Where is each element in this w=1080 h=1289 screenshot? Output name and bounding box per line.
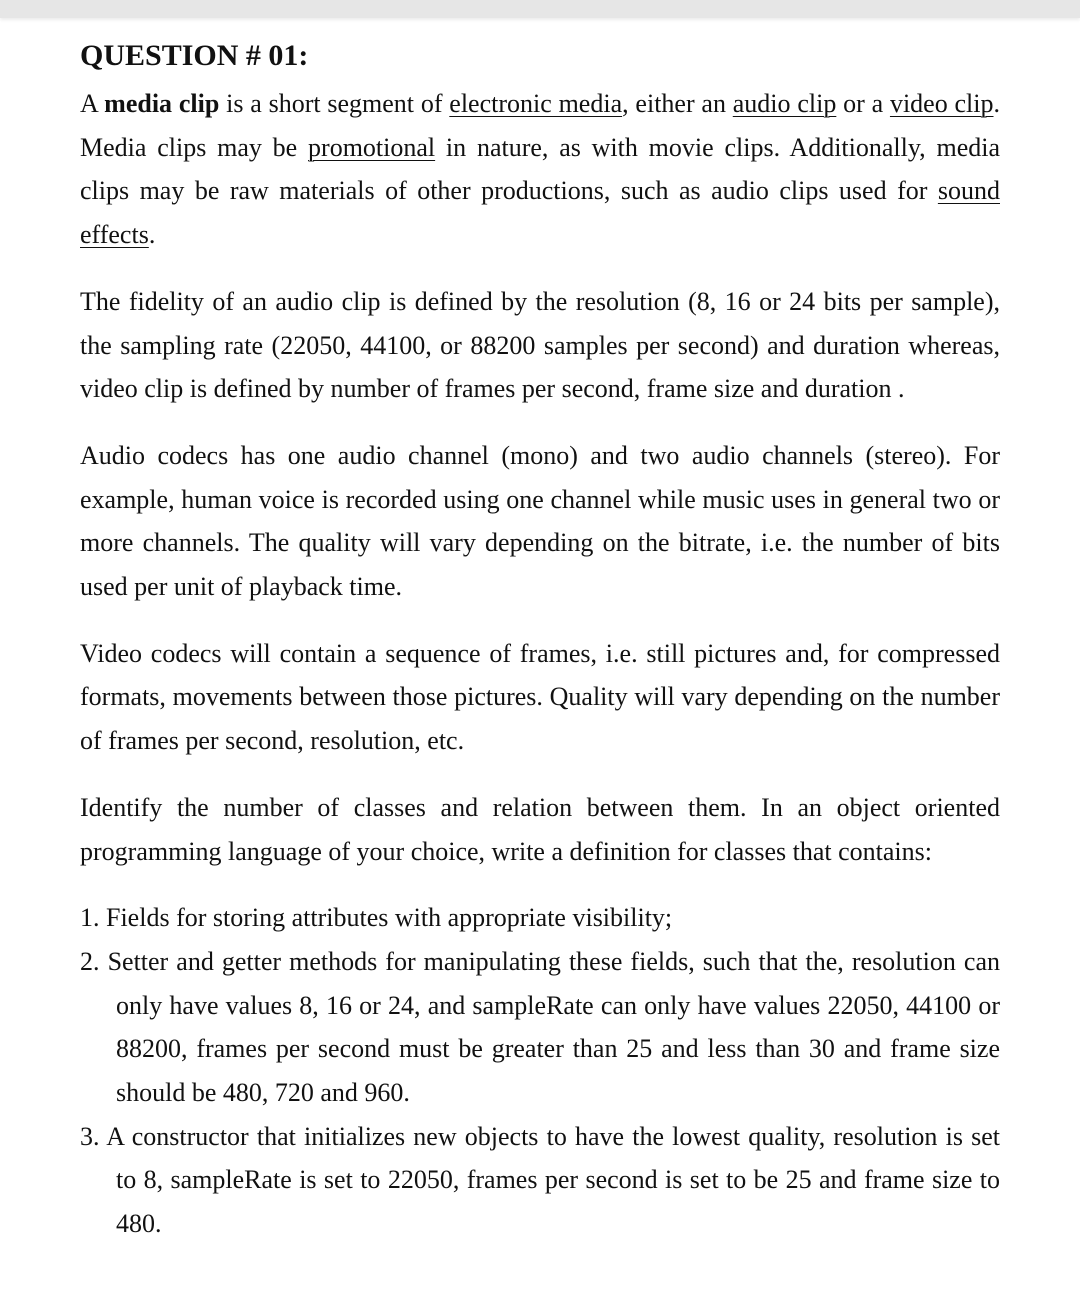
document-page bbox=[80, 36, 1000, 1246]
text: is a short segment of bbox=[219, 89, 450, 118]
text: , either an bbox=[622, 89, 733, 118]
text: A bbox=[80, 89, 105, 118]
text: or a bbox=[836, 89, 890, 118]
link-promotional[interactable]: promotional bbox=[308, 132, 436, 162]
text: . bbox=[148, 220, 156, 250]
link-video-clip[interactable]: video clip bbox=[889, 89, 994, 118]
list-item: 3. A constructor that initializes new objects to have the lowest quality, resolution is set to 8, sampleRate is set to 22050, frames per second is set to be 25 and frame size to 480. bbox=[80, 1121, 1000, 1239]
paragraph-audio-fidelity: The fidelity of an audio clip is defined by the resolution (8, 16 or 24 bits per sample), the sampling rate (22050, 44100, or 88200 samples per second) and duration whereas, video clip is defined by number of frames per second, frame size and duration . bbox=[80, 286, 1000, 404]
list-item: 2. Setter and getter methods for manipulating these fields, such that the, resolution can only have values 8, 16 or 24, and sampleRate can only have values 22050, 44100 or 88200, frames per second must be greater than 25 and less than 30 and frame size should be 480, 720 and 960. bbox=[80, 946, 1000, 1108]
bold-term-media-clip: media clip bbox=[104, 89, 220, 118]
link-electronic-media[interactable]: electronic media bbox=[449, 89, 623, 118]
text: . Media clips may be bbox=[80, 89, 1000, 162]
requirements-list bbox=[80, 896, 1000, 1246]
text: in nature, as with movie clips. Additionally, media clips may be raw materials of other productions, such as audio clips used for bbox=[80, 132, 1000, 206]
paragraph-media-clip-definition bbox=[80, 82, 1000, 257]
paragraph-video-codecs: Video codecs will contain a sequence of frames, i.e. still pictures and, for compressed formats, movements between those pictures. Quality will vary depending on the number of frames per second, resolution, etc. bbox=[80, 638, 1000, 756]
paragraph-task: Identify the number of classes and relation between them. In an object oriented programming language of your choice, write a definition for classes that contains: bbox=[80, 792, 1000, 866]
list-item: 1. Fields for storing attributes with appropriate visibility; bbox=[80, 903, 673, 933]
question-heading: QUESTION # 01: bbox=[80, 39, 309, 72]
viewer-top-bar bbox=[0, 0, 1080, 18]
link-audio-clip[interactable]: audio clip bbox=[732, 89, 837, 118]
link-sound-effects[interactable]: sound effects bbox=[80, 176, 1000, 250]
paragraph-audio-codecs: Audio codecs has one audio channel (mono) and two audio channels (stereo). For example, human voice is recorded using one channel while music uses in general two or more channels. The quality will vary depending on the bitrate, i.e. the number of bits used per unit of playback time. bbox=[80, 440, 1000, 602]
